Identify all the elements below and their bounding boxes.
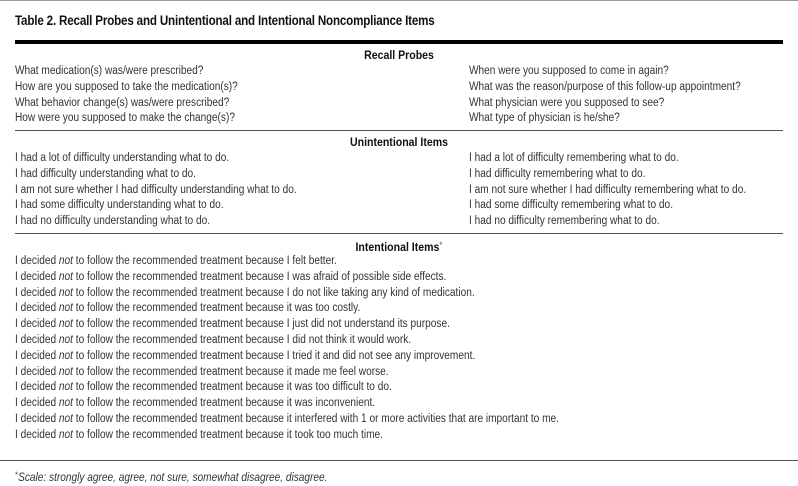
table-row: When were you supposed to come in again? (469, 65, 669, 77)
item-reason: it took too much time. (286, 428, 383, 441)
unintentional-right-column (469, 151, 784, 230)
item-stem: to follow the recommended treatment because (75, 286, 284, 299)
table-row (15, 349, 691, 365)
table-row: I had a lot of difficulty remembering what to do. (469, 152, 679, 164)
item-reason: it was inconvenient. (286, 397, 376, 410)
item-prefix: I decided (15, 302, 57, 315)
item-reason: I tried it and did not see any improvement. (286, 349, 476, 362)
item-stem: to follow the recommended treatment because (75, 349, 284, 362)
table-row: How were you supposed to make the change(s)? (15, 112, 235, 125)
top-border-rule (0, 0, 798, 1)
item-stem: to follow the recommended treatment because (75, 270, 284, 283)
footnote-text: Scale: strongly agree, agree, not sure, somewhat disagree, disagree. (18, 472, 328, 484)
table-row: I had difficulty remembering what to do. (469, 167, 646, 180)
section-heading-intentional-items (61, 234, 737, 254)
table-row: What was the reason/purpose of this follow-up appointment? (469, 80, 741, 93)
table-row: I had a lot of difficulty understanding what to do. (15, 152, 230, 164)
table-row (15, 412, 691, 428)
item-emphasis: not (58, 333, 73, 346)
item-prefix: I decided (15, 365, 57, 378)
item-reason: I was afraid of possible side effects. (286, 270, 447, 283)
item-reason: it interfered with 1 or more activities that are important to me. (286, 412, 560, 425)
table-row: How are you supposed to take the medication(s)? (15, 80, 238, 93)
item-emphasis: not (58, 365, 73, 378)
item-emphasis: not (58, 412, 73, 425)
item-stem: to follow the recommended treatment because (75, 412, 284, 425)
item-stem: to follow the recommended treatment because (75, 255, 284, 267)
item-emphasis: not (58, 302, 73, 315)
item-emphasis: not (58, 286, 73, 299)
table-row: What physician were you supposed to see? (469, 96, 665, 109)
item-reason: I do not like taking any kind of medication. (286, 286, 475, 299)
item-prefix: I decided (15, 255, 57, 267)
table-row (15, 365, 691, 381)
item-stem: to follow the recommended treatment because (75, 428, 284, 441)
item-stem: to follow the recommended treatment because (75, 365, 284, 378)
item-stem: to follow the recommended treatment because (75, 302, 284, 315)
table-row (15, 270, 691, 286)
item-reason: I did not think it would work. (286, 333, 412, 346)
table-footnote (15, 470, 327, 484)
table-row: I had difficulty understanding what to do. (15, 167, 196, 180)
item-prefix: I decided (15, 428, 57, 441)
item-emphasis: not (58, 349, 73, 362)
table-row: I had some difficulty remembering what to do. (469, 199, 674, 212)
table-bottom-rule (0, 460, 798, 461)
item-reason: I just did not understand its purpose. (286, 318, 450, 331)
table-title: Table 2. Recall Probes and Unintentional and Intentional Noncompliance Items (15, 13, 435, 28)
item-prefix: I decided (15, 286, 57, 299)
table-row: What behavior change(s) was/were prescribed? (15, 96, 230, 109)
table-row (15, 254, 691, 270)
item-prefix: I decided (15, 270, 57, 283)
item-prefix: I decided (15, 333, 57, 346)
item-emphasis: not (58, 428, 73, 441)
item-stem: to follow the recommended treatment because (75, 381, 284, 394)
table-row (15, 380, 691, 396)
table-row (15, 301, 691, 317)
item-prefix: I decided (15, 381, 57, 394)
intentional-items-list (15, 254, 783, 444)
item-prefix: I decided (15, 412, 57, 425)
recall-probes-left-column (15, 64, 268, 127)
item-reason: it made me feel worse. (286, 365, 389, 378)
table-row: I had some difficulty understanding what to do. (15, 199, 224, 212)
item-stem: to follow the recommended treatment because (75, 397, 284, 410)
recall-probes-section (15, 64, 783, 127)
table-row (15, 317, 691, 333)
table-row: I had no difficulty remembering what to do. (469, 215, 660, 228)
unintentional-left-column (15, 151, 335, 230)
table-row (15, 428, 691, 444)
item-reason: it was too costly. (286, 302, 361, 315)
item-emphasis: not (58, 397, 73, 410)
table-row: I had no difficulty understanding what to do. (15, 215, 211, 228)
table-row (15, 286, 691, 302)
section-heading-unintentional-items: Unintentional Items (350, 135, 448, 149)
table-row: I am not sure whether I had difficulty remembering what to do. (469, 183, 747, 196)
unintentional-items-section (15, 151, 783, 230)
table-row: What medication(s) was/were prescribed? (15, 65, 204, 77)
section-heading-recall-probes: Recall Probes (364, 48, 434, 62)
noncompliance-table (15, 44, 783, 444)
recall-probes-right-column (469, 64, 778, 127)
item-stem: to follow the recommended treatment because (75, 333, 284, 346)
item-prefix: I decided (15, 318, 57, 331)
footnote-marker: * (15, 470, 19, 480)
item-reason: it was too difficult to do. (286, 381, 392, 394)
item-reason: I felt better. (286, 255, 337, 267)
table-row: I am not sure whether I had difficulty understanding what to do. (15, 183, 297, 196)
item-stem: to follow the recommended treatment because (75, 318, 284, 331)
intentional-heading-text: Intentional Items (355, 240, 440, 254)
table-row: What type of physician is he/she? (469, 112, 620, 125)
table-row (15, 333, 691, 349)
item-emphasis: not (58, 255, 73, 267)
footnote-marker: * (439, 240, 443, 250)
item-emphasis: not (58, 318, 73, 331)
table-row (15, 396, 691, 412)
item-emphasis: not (58, 270, 73, 283)
item-prefix: I decided (15, 397, 57, 410)
item-prefix: I decided (15, 349, 57, 362)
item-emphasis: not (58, 381, 73, 394)
